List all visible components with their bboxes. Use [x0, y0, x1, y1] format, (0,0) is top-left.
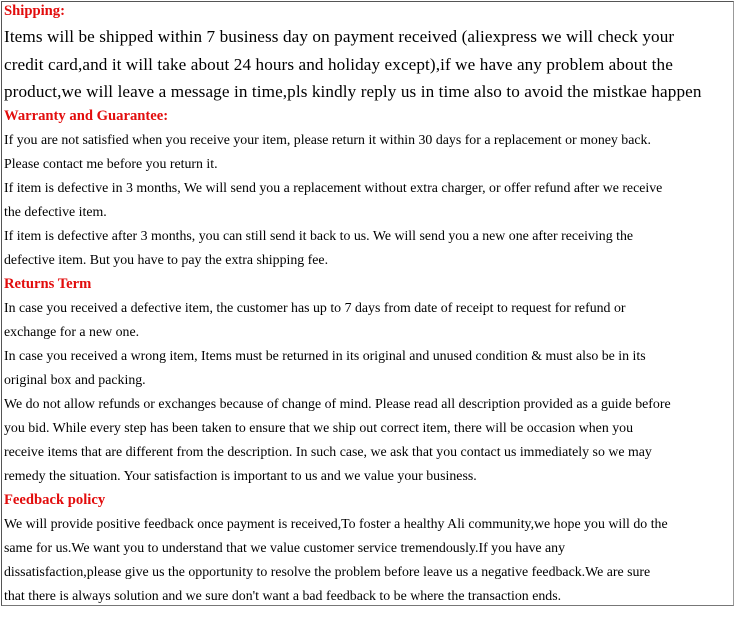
warranty-line: If item is defective after 3 months, you can still send it back to us. We will send you a new one after receiving the	[4, 228, 634, 243]
warranty-line: If you are not satisfied when you receive your item, please return it within 30 days for a replacement or money back.	[4, 132, 651, 147]
feedback-line: that there is always solution and we sure don't want a bad feedback to be where the transaction ends.	[4, 588, 562, 603]
returns-line: remedy the situation. Your satisfaction is important to us and we value your business.	[4, 468, 477, 483]
warranty-line: defective item. But you have to pay the extra shipping fee.	[4, 252, 329, 267]
returns-line: exchange for a new one.	[4, 324, 140, 339]
warranty-line: Please contact me before you return it.	[4, 156, 218, 171]
feedback-heading: Feedback policy	[4, 492, 106, 508]
returns-line: original box and packing.	[4, 372, 146, 387]
returns-heading: Returns Term	[4, 276, 92, 292]
shipping-heading: Shipping:	[4, 3, 65, 19]
shipping-line: credit card,and it will take about 24 hours and holiday except),if we have any problem about the	[4, 55, 673, 74]
warranty-line: If item is defective in 3 months, We will send you a replacement without extra charger, or offer refund after we receive	[4, 180, 663, 195]
returns-line: In case you received a defective item, the customer has up to 7 days from date of receipt to request for refund or	[4, 300, 626, 315]
feedback-line: We will provide positive feedback once payment is received,To foster a healthy Ali community,we hope you will do the	[4, 516, 668, 531]
warranty-heading: Warranty and Guarantee:	[4, 108, 169, 124]
feedback-line: dissatisfaction,please give us the opportunity to resolve the problem before leave us a negative feedback.We are sure	[4, 564, 651, 579]
returns-line: you bid. While every step has been taken to ensure that we ship out correct item, there will be occasion when you	[4, 420, 633, 435]
returns-line: In case you received a wrong item, Items must be returned in its original and unused condition & must also be in its	[4, 348, 646, 363]
warranty-line: the defective item.	[4, 204, 107, 219]
feedback-line: same for us.We want you to understand that we value customer service tremendously.If you have any	[4, 540, 566, 555]
shipping-line: Items will be shipped within 7 business day on payment received (aliexpress we will check your	[4, 27, 675, 46]
returns-line: We do not allow refunds or exchanges because of change of mind. Please read all description provided as a guide before	[4, 396, 671, 411]
shipping-line: product,we will leave a message in time,pls kindly reply us in time also to avoid the mistkae happen	[4, 82, 702, 101]
returns-line: receive items that are different from the description. In such case, we ask that you contact us immediately so we may	[4, 444, 652, 459]
